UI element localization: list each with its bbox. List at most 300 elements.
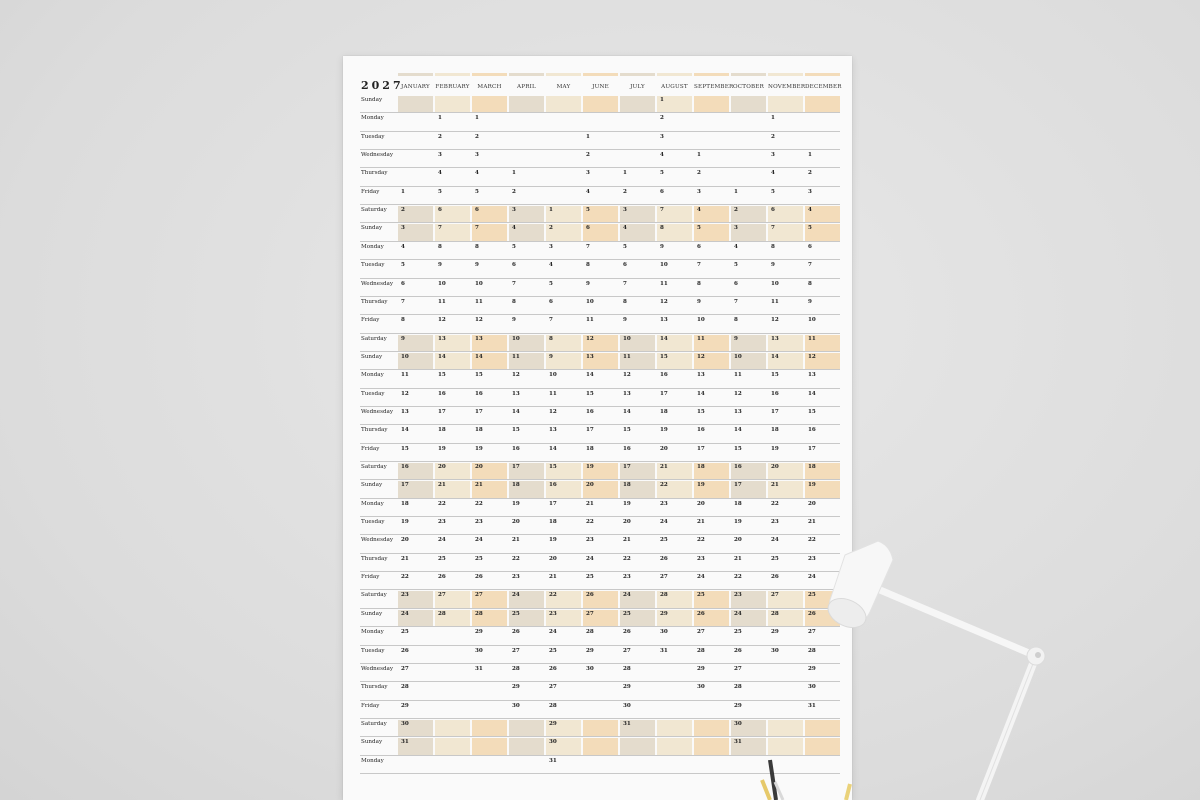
weekend-cell — [805, 738, 840, 755]
date-cell — [768, 370, 803, 388]
date-number: 11 — [549, 390, 557, 397]
date-cell — [398, 315, 433, 333]
date-number: 9 — [734, 335, 738, 342]
date-number: 10 — [475, 280, 483, 287]
date-cell — [694, 187, 729, 205]
date-number: 25 — [808, 592, 816, 599]
date-number: 30 — [660, 629, 668, 636]
date-cell — [657, 352, 692, 370]
date-number: 30 — [771, 647, 779, 654]
date-number: 13 — [734, 408, 742, 415]
date-number: 21 — [808, 519, 816, 526]
date-cell — [472, 407, 507, 425]
date-cell — [435, 205, 470, 223]
date-number: 28 — [549, 702, 557, 709]
weekend-cell — [805, 720, 840, 737]
date-cell — [509, 517, 544, 535]
month-color-bar — [435, 73, 470, 76]
date-cell — [398, 187, 433, 205]
date-number: 28 — [438, 610, 446, 617]
date-number: 28 — [808, 647, 816, 654]
date-cell — [509, 572, 544, 590]
date-cell — [657, 444, 692, 462]
date-cell — [435, 462, 470, 480]
date-cell — [472, 462, 507, 480]
date-number: 5 — [771, 188, 775, 195]
month-header: MARCH — [477, 84, 502, 90]
date-cell — [620, 646, 655, 664]
date-cell — [694, 480, 729, 498]
date-number: 30 — [808, 684, 816, 691]
date-cell — [472, 242, 507, 260]
date-number: 16 — [401, 464, 409, 470]
date-number: 3 — [771, 152, 775, 159]
date-cell — [805, 315, 840, 333]
date-number: 8 — [808, 280, 812, 287]
date-cell — [620, 168, 655, 186]
date-number: 28 — [401, 684, 409, 691]
date-number: 7 — [660, 207, 664, 214]
date-cell — [435, 260, 470, 278]
date-cell — [694, 407, 729, 425]
date-number: 10 — [549, 372, 557, 379]
wall-calendar-poster — [343, 56, 852, 800]
date-cell — [694, 554, 729, 572]
month-header: JULY — [630, 84, 645, 90]
date-number: 2 — [512, 188, 516, 195]
date-number: 3 — [586, 170, 590, 177]
date-number: 21 — [549, 574, 557, 581]
weekend-cell — [509, 96, 544, 113]
weekday-label: Sunday — [361, 225, 383, 232]
date-number: 13 — [808, 372, 816, 379]
date-number: 11 — [734, 372, 742, 379]
date-number: 27 — [475, 592, 483, 599]
date-number: 23 — [660, 500, 668, 507]
date-number: 15 — [549, 464, 557, 470]
date-number: 24 — [475, 537, 483, 544]
date-number: 31 — [475, 665, 483, 672]
date-cell — [472, 352, 507, 370]
date-cell — [731, 260, 766, 278]
date-number: 24 — [512, 592, 520, 599]
date-cell — [620, 627, 655, 645]
date-cell — [731, 242, 766, 260]
date-number: 13 — [660, 317, 668, 324]
date-number: 20 — [660, 445, 668, 452]
date-number: 10 — [586, 298, 594, 305]
date-cell — [546, 719, 581, 737]
date-number: 1 — [623, 170, 627, 177]
date-number: 14 — [512, 408, 520, 415]
date-cell — [398, 646, 433, 664]
date-cell — [435, 352, 470, 370]
date-cell — [768, 480, 803, 498]
date-cell — [731, 535, 766, 553]
weekday-label: Monday — [361, 757, 384, 764]
date-cell — [657, 260, 692, 278]
date-cell — [472, 535, 507, 553]
date-number: 30 — [475, 647, 483, 654]
date-cell — [583, 187, 618, 205]
weekend-cell — [583, 738, 618, 755]
date-cell — [768, 646, 803, 664]
date-number: 27 — [438, 592, 446, 599]
date-cell — [472, 480, 507, 498]
date-cell — [694, 242, 729, 260]
weekday-label: Sunday — [361, 97, 383, 103]
date-number: 20 — [734, 537, 742, 544]
weekday-label: Tuesday — [361, 390, 385, 397]
weekday-label: Wednesday — [361, 152, 394, 159]
date-cell — [398, 499, 433, 517]
date-cell — [435, 113, 470, 131]
date-number: 11 — [438, 298, 446, 305]
date-cell — [398, 701, 433, 719]
date-number: 27 — [512, 647, 520, 654]
date-number: 7 — [512, 280, 516, 287]
date-cell — [509, 590, 544, 608]
date-cell — [731, 389, 766, 407]
date-cell — [398, 279, 433, 297]
date-cell — [805, 646, 840, 664]
date-number: 20 — [512, 519, 520, 526]
date-number: 2 — [771, 133, 775, 140]
weekday-label: Tuesday — [361, 133, 385, 140]
date-cell — [398, 352, 433, 370]
date-cell — [657, 187, 692, 205]
date-number: 10 — [438, 280, 446, 287]
date-cell — [768, 132, 803, 150]
date-number: 20 — [475, 464, 483, 470]
date-number: 6 — [586, 225, 590, 232]
date-number: 27 — [808, 629, 816, 636]
date-number: 13 — [697, 372, 705, 379]
date-cell — [731, 407, 766, 425]
date-cell — [509, 187, 544, 205]
date-number: 13 — [771, 335, 779, 342]
date-number: 14 — [623, 408, 631, 415]
date-number: 27 — [660, 574, 668, 581]
date-number: 14 — [401, 427, 409, 434]
date-number: 5 — [808, 225, 812, 232]
date-number: 19 — [475, 445, 483, 452]
month-header: SEPTEMBER — [694, 84, 734, 90]
date-number: 22 — [771, 500, 779, 507]
date-number: 20 — [623, 519, 631, 526]
date-cell — [509, 352, 544, 370]
date-number: 15 — [512, 427, 520, 434]
date-cell — [398, 737, 433, 755]
date-number: 1 — [734, 188, 738, 195]
month-header: JANUARY — [401, 84, 430, 90]
date-cell — [620, 664, 655, 682]
date-number: 10 — [660, 262, 668, 269]
date-number: 21 — [475, 482, 483, 489]
date-number: 16 — [660, 372, 668, 379]
date-number: 4 — [512, 225, 516, 232]
date-number: 29 — [623, 684, 631, 691]
date-number: 26 — [475, 574, 483, 581]
date-number: 16 — [771, 390, 779, 397]
date-number: 2 — [808, 170, 812, 177]
date-number: 16 — [623, 445, 631, 452]
date-number: 30 — [549, 739, 557, 746]
month-header: FEBRUARY — [435, 84, 470, 90]
date-number: 15 — [586, 390, 594, 397]
date-cell — [657, 297, 692, 315]
date-cell — [768, 462, 803, 480]
date-cell — [472, 646, 507, 664]
date-number: 22 — [438, 500, 446, 507]
date-number: 2 — [586, 152, 590, 159]
date-number: 8 — [660, 225, 664, 232]
date-cell — [768, 554, 803, 572]
date-cell — [509, 554, 544, 572]
date-number: 18 — [697, 464, 705, 470]
date-number: 22 — [401, 574, 409, 581]
date-number: 8 — [438, 243, 442, 250]
date-cell — [731, 205, 766, 223]
date-number: 31 — [623, 720, 631, 727]
date-number: 3 — [808, 188, 812, 195]
date-cell — [657, 480, 692, 498]
date-cell — [805, 223, 840, 241]
weekday-label: Wednesday — [361, 537, 394, 544]
date-cell — [657, 370, 692, 388]
date-cell — [435, 334, 470, 352]
date-cell — [546, 646, 581, 664]
date-number: 28 — [734, 684, 742, 691]
date-number: 11 — [475, 298, 483, 305]
weekend-cell — [435, 96, 470, 113]
date-number: 6 — [808, 243, 812, 250]
date-number: 21 — [586, 500, 594, 507]
date-number: 7 — [586, 243, 590, 250]
date-number: 6 — [697, 243, 701, 250]
date-cell — [546, 609, 581, 627]
date-cell — [620, 297, 655, 315]
weekday-label: Saturday — [361, 335, 387, 342]
date-cell — [768, 425, 803, 443]
weekday-label: Sunday — [361, 353, 383, 360]
date-number: 5 — [475, 188, 479, 195]
date-cell — [805, 205, 840, 223]
date-number: 18 — [734, 500, 742, 507]
date-cell — [472, 297, 507, 315]
date-number: 6 — [734, 280, 738, 287]
date-cell — [731, 627, 766, 645]
date-number: 17 — [660, 390, 668, 397]
date-number: 15 — [475, 372, 483, 379]
date-number: 17 — [697, 445, 705, 452]
date-cell — [805, 168, 840, 186]
date-number: 14 — [549, 445, 557, 452]
date-number: 22 — [586, 519, 594, 526]
date-cell — [398, 334, 433, 352]
date-number: 18 — [808, 464, 816, 470]
date-cell — [435, 535, 470, 553]
date-number: 8 — [771, 243, 775, 250]
weekday-label: Monday — [361, 243, 384, 250]
month-color-bar — [620, 73, 655, 76]
date-number: 10 — [623, 335, 631, 342]
date-number: 29 — [401, 702, 409, 709]
date-cell — [583, 664, 618, 682]
date-cell — [509, 315, 544, 333]
date-cell — [805, 462, 840, 480]
date-cell — [583, 425, 618, 443]
date-cell — [509, 480, 544, 498]
date-cell — [435, 223, 470, 241]
date-number: 2 — [623, 188, 627, 195]
month-header: JUNE — [592, 84, 609, 90]
date-cell — [620, 187, 655, 205]
date-cell — [731, 609, 766, 627]
month-header: OCTOBER — [733, 84, 764, 90]
date-number: 9 — [549, 353, 553, 360]
date-number: 18 — [623, 482, 631, 489]
date-number: 23 — [808, 555, 816, 562]
weekend-cell — [398, 96, 433, 113]
date-number: 20 — [438, 464, 446, 470]
date-cell — [805, 242, 840, 260]
date-cell — [731, 425, 766, 443]
date-number: 8 — [697, 280, 701, 287]
date-number: 26 — [549, 665, 557, 672]
date-cell — [805, 517, 840, 535]
date-cell — [731, 664, 766, 682]
date-number: 4 — [697, 207, 701, 214]
date-number: 18 — [438, 427, 446, 434]
date-cell — [435, 572, 470, 590]
date-cell — [694, 444, 729, 462]
date-cell — [620, 535, 655, 553]
date-number: 3 — [734, 225, 738, 232]
date-cell — [546, 205, 581, 223]
date-number: 5 — [734, 262, 738, 269]
date-cell — [435, 609, 470, 627]
date-cell — [472, 223, 507, 241]
date-number: 14 — [438, 353, 446, 360]
date-cell — [657, 132, 692, 150]
date-cell — [546, 535, 581, 553]
date-cell — [657, 572, 692, 590]
date-number: 24 — [734, 610, 742, 617]
date-cell — [546, 279, 581, 297]
date-cell — [435, 554, 470, 572]
weekday-label: Tuesday — [361, 647, 385, 654]
date-number: 19 — [438, 445, 446, 452]
date-cell — [731, 646, 766, 664]
date-number: 27 — [771, 592, 779, 599]
date-number: 17 — [475, 408, 483, 415]
date-number: 6 — [438, 207, 442, 214]
date-cell — [657, 205, 692, 223]
date-cell — [694, 260, 729, 278]
weekday-label: Thursday — [361, 170, 388, 177]
date-cell — [731, 682, 766, 700]
date-cell — [768, 113, 803, 131]
date-number: 24 — [623, 592, 631, 599]
date-number: 23 — [512, 574, 520, 581]
date-number: 26 — [623, 629, 631, 636]
date-number: 22 — [697, 537, 705, 544]
date-number: 6 — [771, 207, 775, 214]
date-number: 10 — [808, 317, 816, 324]
date-number: 20 — [549, 555, 557, 562]
weekday-label: Tuesday — [361, 262, 385, 269]
date-cell — [768, 444, 803, 462]
date-number: 12 — [512, 372, 520, 379]
date-cell — [583, 389, 618, 407]
date-cell — [472, 113, 507, 131]
date-cell — [620, 554, 655, 572]
date-number: 16 — [475, 390, 483, 397]
date-number: 12 — [697, 353, 705, 360]
date-cell — [583, 242, 618, 260]
date-cell — [694, 279, 729, 297]
date-cell — [435, 499, 470, 517]
date-number: 29 — [660, 610, 668, 617]
date-number: 3 — [512, 207, 516, 214]
date-cell — [805, 590, 840, 608]
date-cell — [620, 370, 655, 388]
date-number: 27 — [623, 647, 631, 654]
date-cell — [583, 260, 618, 278]
date-number: 29 — [475, 629, 483, 636]
date-number: 12 — [808, 353, 816, 360]
date-cell — [546, 297, 581, 315]
date-number: 16 — [438, 390, 446, 397]
date-number: 2 — [734, 207, 738, 214]
date-number: 6 — [623, 262, 627, 269]
date-cell — [731, 499, 766, 517]
date-cell — [768, 223, 803, 241]
weekday-label: Friday — [361, 188, 380, 195]
month-color-bar — [694, 73, 729, 76]
date-cell — [583, 223, 618, 241]
calendar-grid — [343, 56, 852, 800]
weekend-cell — [472, 720, 507, 737]
date-cell — [546, 242, 581, 260]
date-cell — [546, 701, 581, 719]
date-number: 15 — [623, 427, 631, 434]
date-cell — [435, 168, 470, 186]
date-cell — [694, 352, 729, 370]
date-number: 19 — [512, 500, 520, 507]
date-number: 14 — [697, 390, 705, 397]
date-cell — [546, 590, 581, 608]
date-cell — [657, 499, 692, 517]
date-number: 7 — [475, 225, 479, 232]
date-number: 22 — [475, 500, 483, 507]
date-cell — [768, 517, 803, 535]
weekend-cell — [694, 720, 729, 737]
date-cell — [546, 425, 581, 443]
date-cell — [805, 627, 840, 645]
date-cell — [805, 150, 840, 168]
date-cell — [768, 499, 803, 517]
date-cell — [583, 205, 618, 223]
date-number: 4 — [808, 207, 812, 214]
date-number: 17 — [808, 445, 816, 452]
date-cell — [435, 480, 470, 498]
date-cell — [805, 425, 840, 443]
date-cell — [657, 462, 692, 480]
date-number: 31 — [660, 647, 668, 654]
date-cell — [805, 389, 840, 407]
